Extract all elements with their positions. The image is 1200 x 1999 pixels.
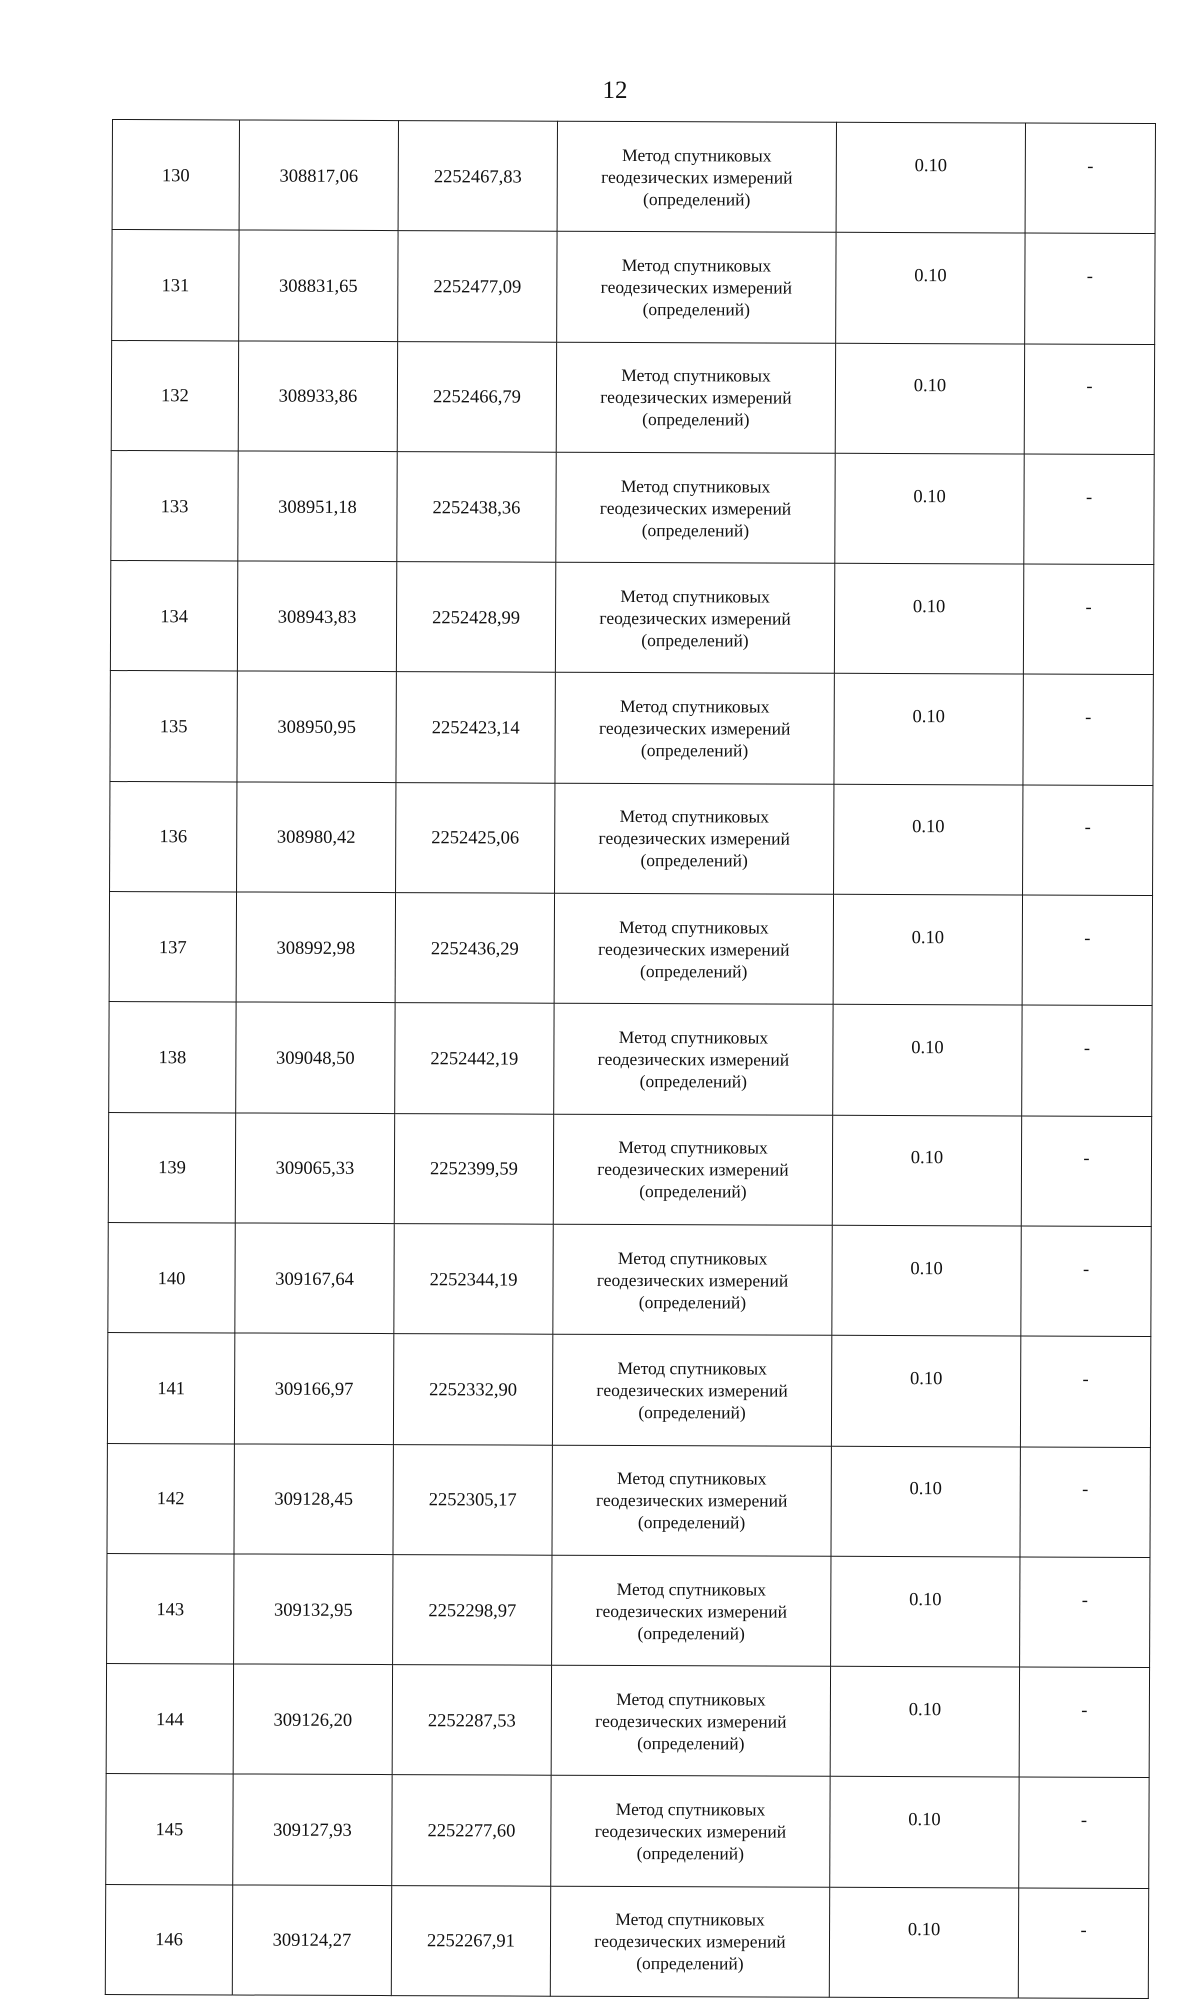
note-cell: - — [1022, 895, 1152, 1006]
method-text-line: геодезических измерений — [600, 276, 793, 298]
accuracy-cell: 0.10 — [835, 453, 1024, 564]
point-number-cell: 134 — [110, 561, 237, 672]
accuracy-cell: 0.10 — [832, 1225, 1021, 1336]
note-cell: - — [1022, 1005, 1152, 1116]
x-coordinate-cell: 309167,64 — [235, 1223, 394, 1334]
method-text-line: геодезических измерений — [595, 1490, 788, 1511]
method-text-line: геодезических измерений — [599, 497, 792, 519]
method-text-line: (определений) — [637, 1732, 745, 1754]
method-text-line: геодезических измерений — [594, 1931, 786, 1952]
method-text-line: (определений) — [637, 1512, 746, 1533]
method-cell — [551, 1776, 830, 1887]
accuracy-cell: 0.10 — [831, 1336, 1020, 1447]
method-cell — [552, 1555, 831, 1666]
note-cell: - — [1025, 233, 1155, 344]
point-number-cell: 146 — [105, 1884, 232, 1995]
method-text-line: геодезических измерений — [601, 166, 793, 188]
method-text-line: Метод спутниковых — [617, 1247, 768, 1269]
method-text-line: (определений) — [637, 1622, 745, 1643]
table-row — [106, 1664, 1149, 1778]
method-text-line: (определений) — [639, 1071, 748, 1092]
point-number-cell: 133 — [111, 450, 238, 561]
y-coordinate-cell: 2252332,90 — [393, 1334, 552, 1445]
table-row — [112, 120, 1155, 234]
x-coordinate-cell: 308943,83 — [237, 561, 396, 672]
method-text-line: Метод спутниковых — [617, 1357, 767, 1379]
note-cell: - — [1021, 1226, 1151, 1337]
accuracy-cell: 0.10 — [834, 784, 1023, 895]
method-text-line: Метод спутниковых — [616, 1688, 766, 1710]
accuracy-cell: 0.10 — [832, 1115, 1021, 1226]
accuracy-cell: 0.10 — [835, 343, 1024, 454]
method-text-line: (определений) — [641, 519, 750, 540]
note-cell: - — [1019, 1777, 1149, 1888]
note-cell: - — [1019, 1667, 1149, 1778]
point-number-cell: 132 — [111, 340, 238, 451]
method-text-line: (определений) — [642, 298, 750, 320]
method-text-line: (определений) — [641, 629, 749, 651]
y-coordinate-cell: 2252344,19 — [394, 1224, 553, 1335]
point-number-cell: 135 — [110, 671, 237, 782]
y-coordinate-cell: 2252428,99 — [396, 562, 555, 673]
coordinates-table — [105, 119, 1156, 1999]
x-coordinate-cell: 308992,98 — [236, 892, 395, 1003]
point-number-cell: 136 — [110, 781, 237, 892]
accuracy-cell: 0.10 — [831, 1446, 1020, 1557]
accuracy-cell: 0.10 — [831, 1556, 1020, 1667]
method-cell — [553, 1224, 832, 1335]
point-number-cell: 137 — [109, 892, 236, 1003]
point-number-cell: 130 — [112, 120, 239, 231]
note-cell: - — [1023, 564, 1153, 675]
note-cell: - — [1023, 674, 1153, 785]
accuracy-cell: 0.10 — [834, 563, 1023, 674]
method-text-line: (определений) — [638, 1291, 747, 1313]
method-text-line: Метод спутниковых — [619, 916, 769, 938]
x-coordinate-cell: 309166,97 — [234, 1333, 393, 1444]
point-number-cell: 139 — [108, 1112, 235, 1223]
accuracy-cell: 0.10 — [833, 894, 1022, 1005]
table-row — [106, 1774, 1149, 1888]
method-cell — [554, 1004, 833, 1115]
note-cell: - — [1024, 344, 1154, 455]
y-coordinate-cell: 2252467,83 — [398, 121, 557, 232]
method-cell — [556, 452, 835, 563]
method-text-line: геодезических измерений — [599, 607, 791, 629]
coordinates-table-body — [105, 120, 1155, 1999]
accuracy-cell: 0.10 — [830, 1666, 1019, 1777]
table-row — [110, 561, 1153, 675]
method-text-line: (определений) — [636, 1843, 745, 1864]
method-text-line: геодезических измерений — [595, 1710, 787, 1732]
method-text-line: Метод спутниковых — [615, 1799, 766, 1820]
table-row — [108, 1222, 1151, 1336]
method-text-line: геодезических измерений — [596, 1379, 788, 1401]
accuracy-cell: 0.10 — [836, 233, 1025, 344]
x-coordinate-cell: 309048,50 — [236, 1002, 395, 1113]
x-coordinate-cell: 308831,65 — [239, 230, 398, 341]
point-number-cell: 140 — [108, 1222, 235, 1333]
method-text-line: (определений) — [640, 960, 748, 982]
x-coordinate-cell: 309127,93 — [233, 1774, 392, 1885]
method-cell — [552, 1445, 831, 1556]
y-coordinate-cell: 2252305,17 — [393, 1444, 552, 1555]
note-cell: - — [1025, 123, 1155, 234]
method-cell — [556, 342, 835, 453]
point-number-cell: 144 — [106, 1664, 233, 1775]
method-text-line: (определений) — [638, 1401, 746, 1423]
x-coordinate-cell: 309065,33 — [235, 1113, 394, 1224]
note-cell: - — [1020, 1557, 1150, 1668]
method-text-line: геодезических измерений — [600, 387, 792, 408]
y-coordinate-cell: 2252399,59 — [394, 1113, 553, 1224]
table-row — [111, 450, 1154, 564]
y-coordinate-cell: 2252466,79 — [397, 341, 556, 452]
method-cell — [557, 121, 836, 232]
page-number: 12 — [602, 77, 628, 104]
method-text-line: геодезических измерений — [597, 1159, 789, 1180]
point-number-cell: 142 — [107, 1443, 234, 1554]
table-row — [107, 1443, 1150, 1557]
table-row — [110, 781, 1153, 895]
method-text-line: Метод спутниковых — [616, 1578, 767, 1600]
accuracy-cell: 0.10 — [833, 1005, 1022, 1116]
table-row — [105, 1884, 1148, 1998]
method-text-line: (определений) — [642, 409, 750, 430]
method-text-line: геодезических измерений — [598, 828, 790, 850]
table-row — [111, 340, 1154, 454]
method-cell — [551, 1665, 830, 1776]
method-text-line: Метод спутниковых — [617, 1468, 767, 1489]
method-cell — [552, 1334, 831, 1445]
x-coordinate-cell: 309128,45 — [234, 1444, 393, 1555]
method-cell — [555, 562, 834, 673]
x-coordinate-cell: 308950,95 — [237, 671, 396, 782]
point-number-cell: 143 — [107, 1553, 234, 1664]
method-text-line: (определений) — [640, 740, 749, 761]
x-coordinate-cell: 308980,42 — [237, 782, 396, 893]
y-coordinate-cell: 2252425,06 — [396, 782, 555, 893]
point-number-cell: 141 — [107, 1333, 234, 1444]
y-coordinate-cell: 2252287,53 — [392, 1665, 551, 1776]
point-number-cell: 145 — [106, 1774, 233, 1885]
table-row — [110, 671, 1153, 785]
method-cell — [553, 1114, 832, 1225]
method-cell — [555, 783, 834, 894]
method-text-line: (определений) — [639, 1181, 747, 1202]
method-cell — [550, 1886, 829, 1997]
table-row — [108, 1112, 1151, 1226]
x-coordinate-cell: 308817,06 — [239, 120, 398, 231]
x-coordinate-cell: 309124,27 — [232, 1885, 391, 1996]
point-number-cell: 131 — [112, 230, 239, 341]
method-text-line: геодезических измерений — [598, 938, 790, 960]
method-cell — [555, 673, 834, 784]
method-text-line: Метод спутниковых — [621, 365, 771, 386]
method-text-line: геодезических измерений — [595, 1600, 788, 1622]
table-row — [112, 230, 1155, 344]
y-coordinate-cell: 2252298,97 — [393, 1554, 552, 1665]
table-row — [109, 892, 1152, 1006]
y-coordinate-cell: 2252442,19 — [395, 1003, 554, 1114]
table-row — [109, 1002, 1152, 1116]
x-coordinate-cell: 308951,18 — [238, 451, 397, 562]
y-coordinate-cell: 2252267,91 — [391, 1885, 550, 1996]
method-text-line: Метод спутниковых — [619, 696, 770, 717]
x-coordinate-cell: 309126,20 — [233, 1664, 392, 1775]
point-number-cell: 138 — [109, 1002, 236, 1113]
accuracy-cell: 0.10 — [830, 1777, 1019, 1888]
table-row — [107, 1553, 1150, 1667]
y-coordinate-cell: 2252277,60 — [392, 1775, 551, 1886]
method-text-line: Метод спутниковых — [621, 254, 772, 276]
note-cell: - — [1021, 1116, 1151, 1227]
y-coordinate-cell: 2252436,29 — [395, 893, 554, 1004]
method-text-line: Метод спутниковых — [618, 1137, 768, 1158]
method-cell — [557, 232, 836, 343]
method-text-line: геодезических измерений — [598, 717, 791, 739]
method-text-line: (определений) — [636, 1953, 744, 1974]
note-cell: - — [1020, 1336, 1150, 1447]
method-text-line: геодезических измерений — [594, 1820, 787, 1842]
method-text-line: Метод спутниковых — [619, 806, 770, 827]
x-coordinate-cell: 308933,86 — [238, 341, 397, 452]
y-coordinate-cell: 2252438,36 — [397, 451, 556, 562]
table-row — [107, 1333, 1150, 1447]
method-text-line: (определений) — [642, 188, 751, 210]
method-text-line: Метод спутниковых — [622, 144, 772, 166]
x-coordinate-cell: 309132,95 — [234, 1554, 393, 1665]
note-cell: - — [1020, 1447, 1150, 1558]
y-coordinate-cell: 2252423,14 — [396, 672, 555, 783]
y-coordinate-cell: 2252477,09 — [398, 231, 557, 342]
accuracy-cell: 0.10 — [836, 122, 1025, 233]
method-text-line: Метод спутниковых — [615, 1909, 765, 1930]
method-text-line: геодезических измерений — [596, 1269, 789, 1291]
method-cell — [554, 893, 833, 1004]
note-cell: - — [1024, 454, 1154, 565]
method-text-line: Метод спутниковых — [620, 585, 770, 607]
method-text-line: геодезических измерений — [597, 1048, 790, 1070]
method-text-line: (определений) — [640, 850, 748, 871]
accuracy-cell: 0.10 — [834, 674, 1023, 785]
method-text-line: Метод спутниковых — [620, 475, 771, 497]
method-text-line: Метод спутниковых — [618, 1026, 769, 1048]
note-cell: - — [1023, 785, 1153, 896]
note-cell: - — [1018, 1888, 1148, 1999]
accuracy-cell: 0.10 — [829, 1887, 1018, 1998]
